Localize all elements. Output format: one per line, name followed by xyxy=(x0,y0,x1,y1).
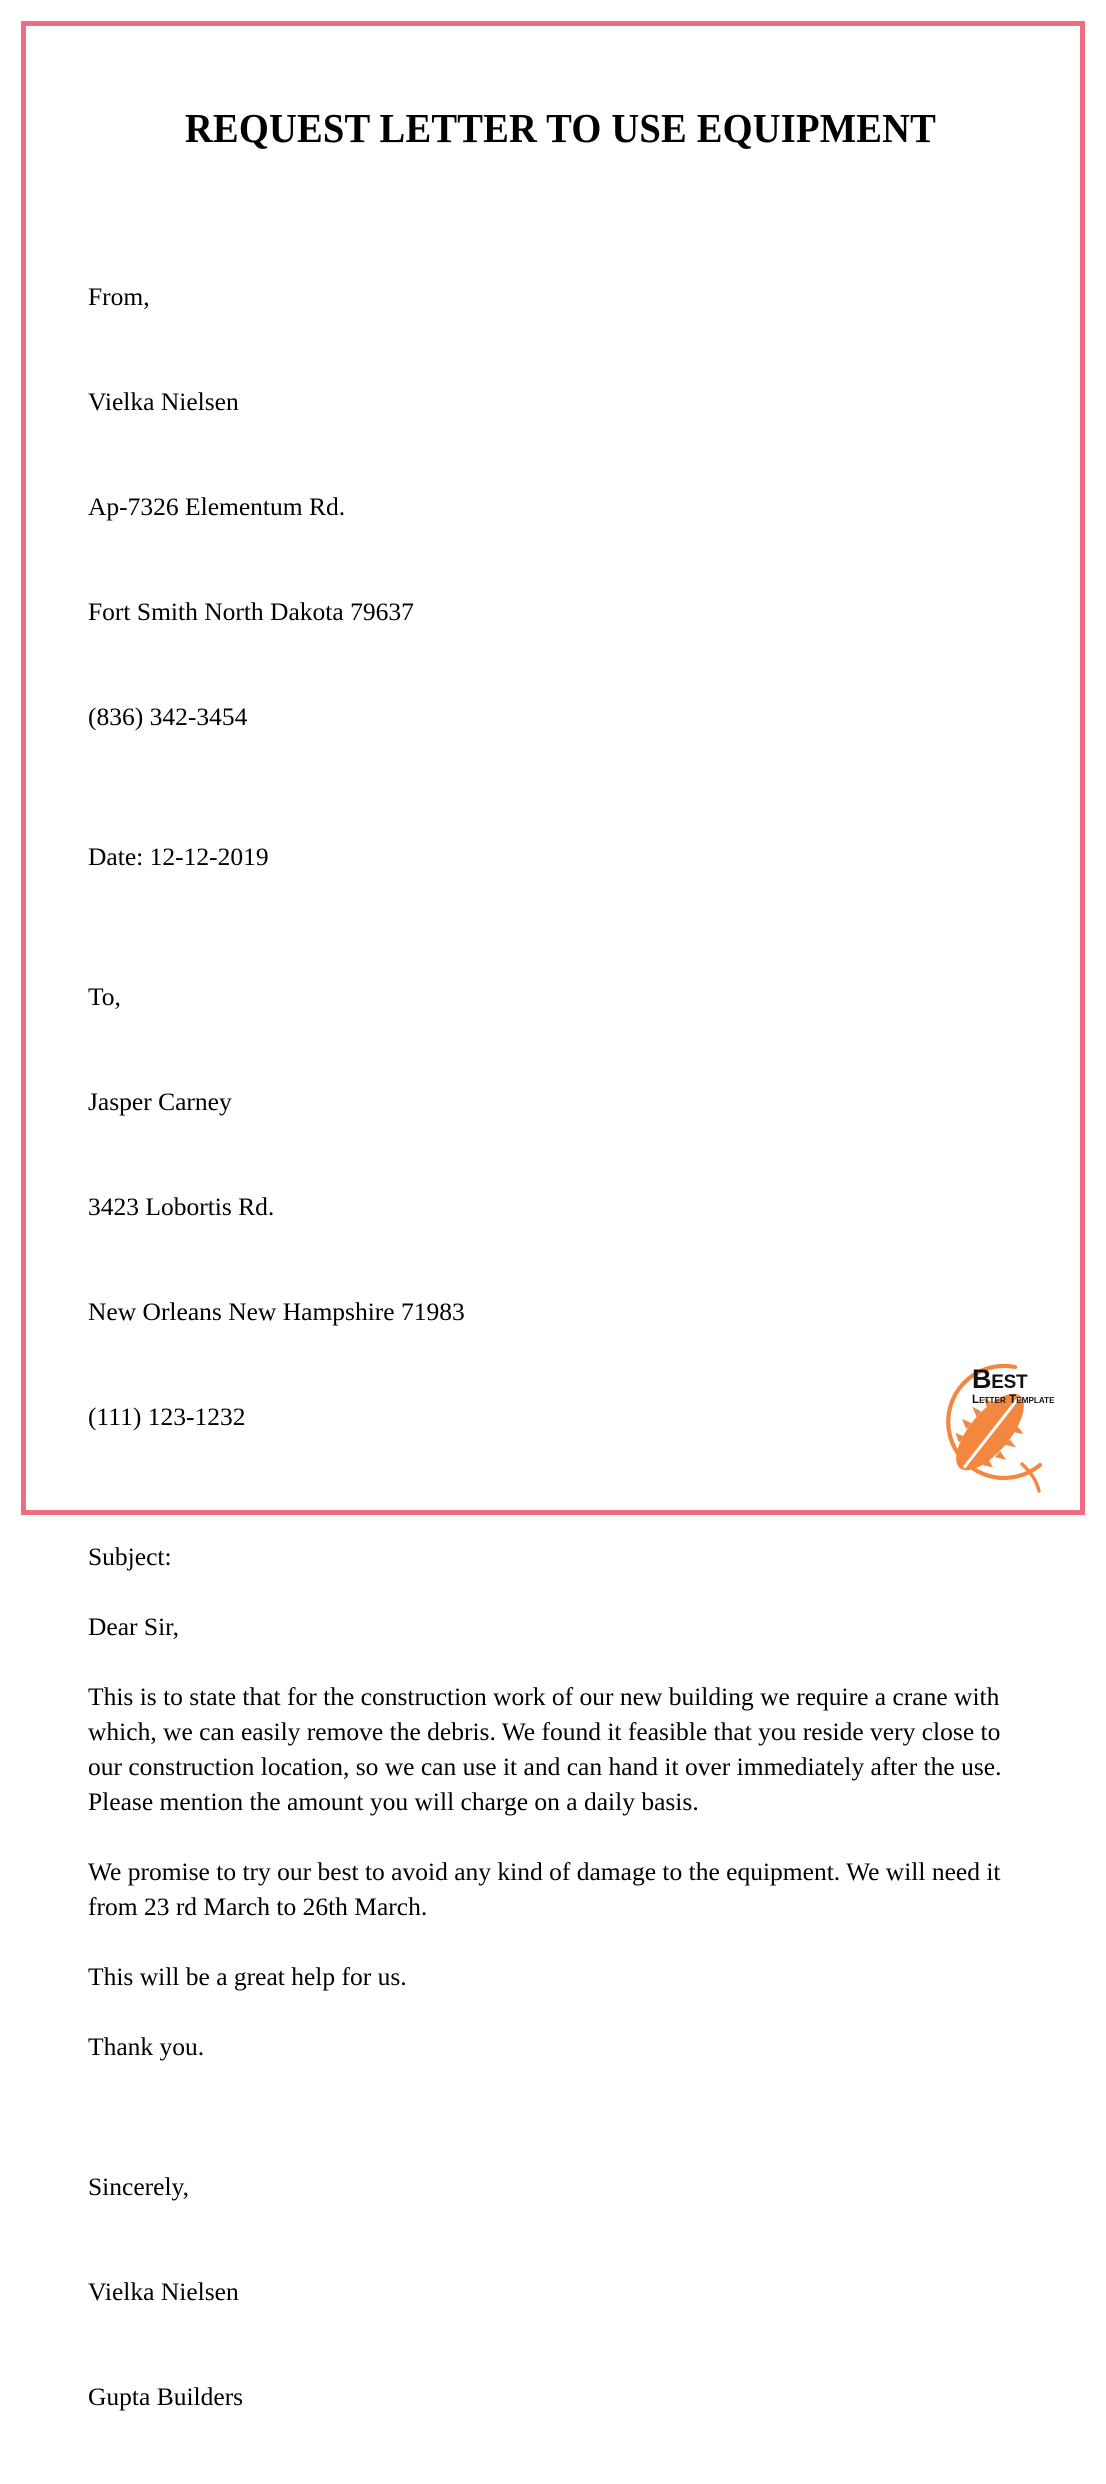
body-paragraph-3: This will be a great help for us. xyxy=(88,1962,407,1992)
body-paragraph-1: This is to state that for the construction work of our new building we require a crane with which, we can easily remove the debris. We found it feasible that you reside very close to our construction location, so we can use it and can hand it over immediately after the use. Please mention the amount you will charge on a daily basis. xyxy=(88,1682,1002,1817)
recipient-city-state-zip: New Orleans New Hampshire 71983 xyxy=(88,1297,465,1327)
body-paragraph-2: We promise to try our best to avoid any kind of damage to the equipment. We will need it from 23 rd March to 26th March. xyxy=(88,1857,1001,1922)
recipient-street: 3423 Lobortis Rd. xyxy=(88,1192,275,1222)
closing-sign-off: Sincerely, xyxy=(88,2172,190,2202)
sender-name: Vielka Nielsen xyxy=(88,387,239,417)
recipient-address-block xyxy=(88,909,1033,1504)
closing-name: Vielka Nielsen xyxy=(88,2277,239,2307)
sender-address-block xyxy=(88,209,1033,804)
spacer xyxy=(88,1819,1033,1854)
brand-name-secondary: Letter Template xyxy=(972,1394,1055,1406)
sender-phone: (836) 342-3454 xyxy=(88,702,248,732)
spacer xyxy=(88,1924,1033,1959)
subject-line: Subject: xyxy=(88,1542,172,1572)
page-title: REQUEST LETTER TO USE EQUIPMENT xyxy=(184,105,937,151)
spacer xyxy=(88,1504,1033,1539)
body-paragraph-4: Thank you. xyxy=(88,2032,205,2062)
sender-city-state-zip: Fort Smith North Dakota 79637 xyxy=(88,597,414,627)
spacer xyxy=(88,874,1033,909)
brand-wordmark xyxy=(972,1366,1072,1407)
recipient-phone: (111) 123-1232 xyxy=(88,1402,246,1432)
sender-from-label: From, xyxy=(88,282,150,312)
closing-company: Gupta Builders xyxy=(88,2382,244,2412)
letter-content xyxy=(88,0,1033,2484)
closing-block xyxy=(88,2099,1033,2484)
spacer xyxy=(88,2064,1033,2099)
spacer xyxy=(88,804,1033,839)
spacer xyxy=(88,1574,1033,1609)
brand-name-primary: Best xyxy=(972,1364,1028,1394)
letter-date: Date: 12-12-2019 xyxy=(88,842,269,872)
salutation: Dear Sir, xyxy=(88,1612,180,1642)
spacer xyxy=(88,1994,1033,2029)
recipient-to-label: To, xyxy=(88,982,121,1012)
sender-street: Ap-7326 Elementum Rd. xyxy=(88,492,346,522)
spacer xyxy=(88,1644,1033,1679)
brand-logo xyxy=(918,1352,1070,1502)
recipient-name: Jasper Carney xyxy=(88,1087,232,1117)
